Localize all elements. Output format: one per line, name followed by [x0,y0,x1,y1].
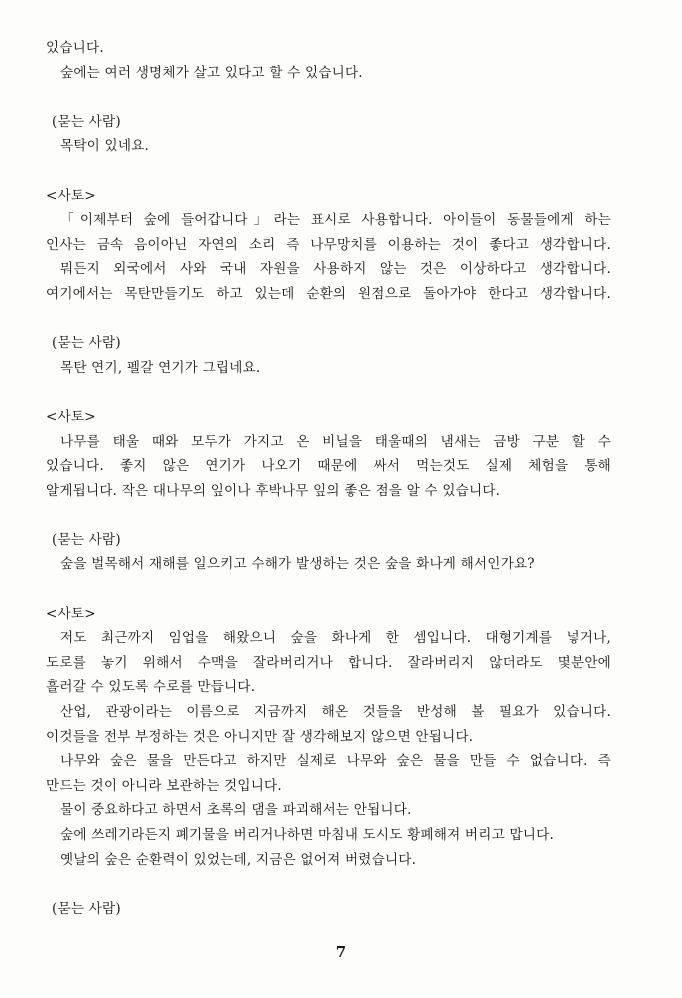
text-line: 나무를 태울 때와 모두가 가지고 온 비닐을 태울때의 냄새는 금방 구분 할 수 [60,433,611,450]
speaker-label-questioner: (묻는 사람) [52,900,121,917]
text-line: 있습니다. 좋지 않은 연기가 나오기 때문에 싸서 먹는것도 실제 체험을 통해 [46,458,611,475]
text-line: 이것들을 전부 부정하는 것은 아니지만 잘 생각해보지 않으면 안됩니다. [46,728,474,745]
text-line: 저도 최근까지 임업을 해왔으니 숲을 화나게 한 셈입니다. 대형기계를 넣거나, [60,630,611,647]
speaker-label-questioner: (묻는 사람) [52,335,121,352]
text-line: 산업, 관광이라는 이름으로 지금까지 해온 것들을 반성해 볼 필요가 있습니다. [60,704,611,721]
text-line: 옛날의 숲은 순환력이 있었는데, 지금은 없어져 버렸습니다. [60,851,417,868]
text-line: 알게됩니다. 작은 대나무의 잎이나 후박나무 잎의 좋은 점을 알 수 있습니다. [46,482,501,499]
paragraph-gap [46,872,611,897]
page-number: 7 [335,943,347,961]
paragraph-gap [46,503,611,528]
text-line: 숲에 쓰레기라든지 폐기물을 버리거나하면 마침내 도시도 황폐해져 버리고 맙니다. [60,827,554,843]
speaker-label-questioner: (묻는 사람) [52,531,121,548]
speaker-label-questioner: (묻는 사람) [52,113,121,130]
text-line: 「이제부터 숲에 들어갑니다」라는 표시로 사용합니다. 아이들이 동물들에게 하는 [60,212,611,229]
paragraph-gap [46,159,611,184]
speaker-label-sato: <사토> [46,408,96,425]
paragraph-gap [46,85,611,110]
text-line: 있습니다. [46,40,104,56]
text-line: 흘러갈 수 있도록 수로를 만듭니다. [46,679,256,696]
speaker-label-sato: <사토> [46,187,96,204]
text-line: 물이 중요하다고 하면서 초록의 댐을 파괴해서는 안됩니다. [60,802,412,819]
text-line: 여기에서는 목탄만들기도 하고 있는데 순환의 원점으로 돌아가야 한다고 생각합니다. [46,285,611,302]
text-line: 목탁이 있네요. [60,138,150,155]
text-line: 뭐든지 외국에서 사와 국내 자원을 사용하지 않는 것은 이상하다고 생각합니다. [60,261,611,278]
paragraph-gap [46,577,611,602]
text-line: 인사는 금속 음이아닌 자연의 소리 즉 나무망치를 이용하는 것이 좋다고 생각합니다. [46,236,611,253]
text-line: 숲에는 여러 생명체가 살고 있다고 할 수 있습니다. [60,64,363,81]
speaker-label-sato: <사토> [46,605,96,622]
paragraph-gap [46,380,611,405]
text-line: 목탄 연기, 펠갈 연기가 그립네요. [60,359,261,376]
text-line: 만드는 것이 아니라 보관하는 것입니다. [46,777,282,794]
document-body [46,36,611,921]
text-line: 숲을 벌목해서 재해를 일으키고 수해가 발생하는 것은 숲을 화나게 해서인가요? [60,556,535,573]
text-line: 도로를 놓기 위해서 수맥을 잘라버리거나 합니다. 잘라버리지 않더라도 몇분안에 [46,654,611,671]
text-line: 나무와 숲은 물을 만든다고 하지만 실제로 나무와 숲은 물을 만들 수 없습니다. 즉 [60,753,611,770]
paragraph-gap [46,307,611,332]
